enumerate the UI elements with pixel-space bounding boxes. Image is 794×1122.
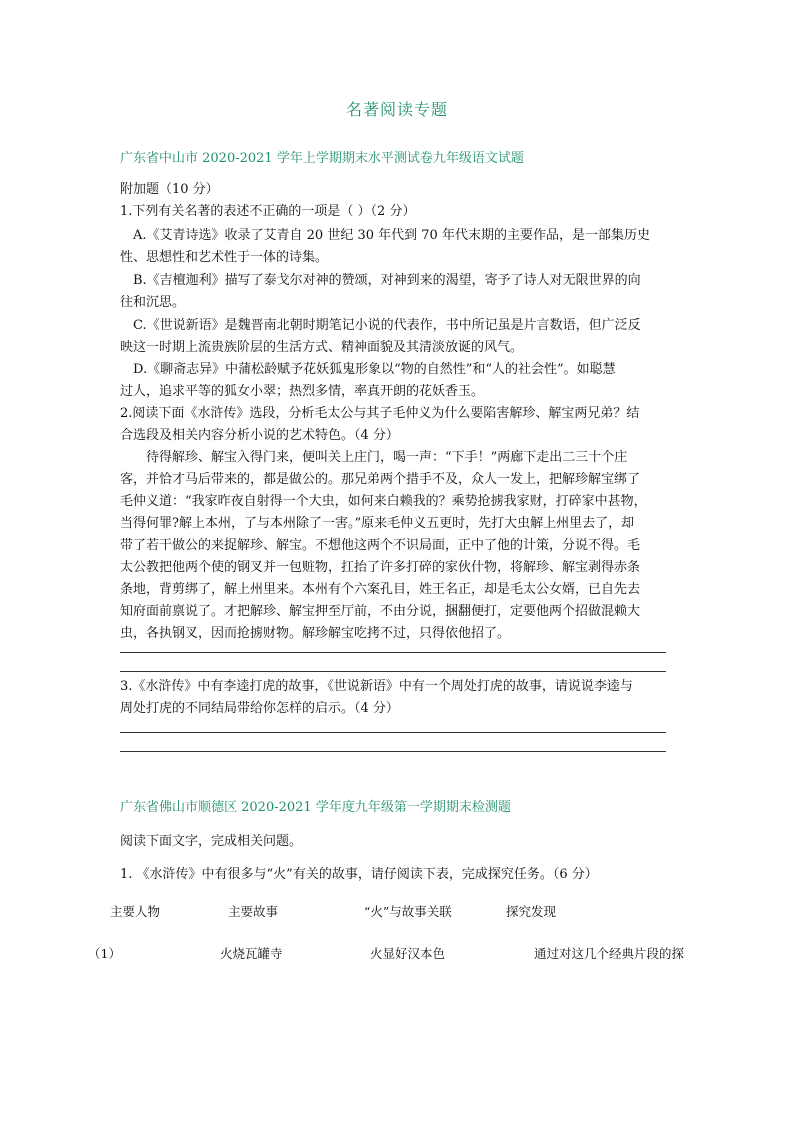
table-cell-blank-1: （1） [88,946,121,961]
q1-option-b-line2: 往和沉思。 [120,295,186,310]
q1-option-b-line1: B.《吉檀迦利》描写了泰戈尔对神的赞颂，对神到来的渴望，寄予了诗人对无限世界的向 [133,273,641,288]
q1-option-a-line1: A.《艾青诗选》收录了艾青自 20 世纪 30 年代到 70 年代末期的主要作品，是一部集历史 [133,228,650,243]
q1-option-c-line2: 映这一时期上流贵族阶层的生活方式、精神面貌及其清淡放诞的风气。 [120,340,524,355]
table-header-discovery: 探究发现 [506,904,557,919]
passage-line: 当得何罪?解上本州，了与本州除了一害。”原来毛仲义五更时，先打大虫解上州里去了，却 [120,516,635,531]
section2-intro: 阅读下面文字，完成相关问题。 [120,834,303,849]
passage-line: 带了若干做公的来捉解珍、解宝。不想他这两个不识局面，正中了他的计策，分说不得。毛 [120,538,641,553]
q2-stem-line1: 2.阅读下面《水浒传》选段，分析毛太公与其子毛仲义为什么要陷害解珍、解宝两兄弟？结 [120,406,640,421]
passage-line: 知府面前禀说了。才把解珍、解宝押至厅前，不由分说，捆翻便打，定要他两个招做混赖大 [120,604,641,619]
table-header-fire-relation: “火”与故事关联 [364,904,452,919]
q3-stem-line2: 周处打虎的不同结局带给你怎样的启示。（4 分） [120,701,399,716]
passage-line: 待得解珍、解宝入得门来，便叫关上庄门，喝一声：“下手！”两廊下走出二三十个庄 [146,450,628,465]
answer-line [120,671,666,672]
passage-line: 客，并恰才马后带来的，都是做公的。那兄弟两个措手不及，众人一发上，把解珍解宝绑了 [120,472,641,487]
table-cell-discovery: 通过对这几个经典片段的探 [534,946,685,961]
answer-line [120,751,666,752]
q2-stem-line2: 合选段及相关内容分析小说的艺术特色。（4 分） [120,428,399,443]
section2-q1-stem: 1. 《水浒传》中有很多与“火”有关的故事，请仔阅读下表，完成探究任务。（6 分） [120,867,598,882]
table-cell-story: 火烧瓦罐寺 [220,946,283,961]
q1-option-a-line2: 性、思想性和艺术性于一体的诗集。 [120,250,329,265]
table-header-story: 主要故事 [228,904,279,919]
q3-stem-line1: 3.《水浒传》中有李逵打虎的故事，《世说新语》中有一个周处打虎的故事，请说说李逵与 [120,679,633,694]
passage-line: 条地，背剪绑了，解上州里来。本州有个六案孔目，姓王名正，却是毛太公女婿，已自先去 [120,582,641,597]
q1-option-d-line1: D.《聊斋志异》中蒲松龄赋予花妖狐鬼形象以“物的自然性”和“人的社会性”。如聪慧 [133,362,616,377]
table-cell-fire-relation: 火显好汉本色 [370,946,446,961]
q1-stem: 1.下列有关名著的表述不正确的一项是（ ）（2 分） [120,204,416,219]
page-title: 名著阅读专题 [345,100,448,119]
section1-heading: 广东省中山市 2020-2021 学年上学期期末水平测试卷九年级语文试题 [120,151,524,166]
extra-question-label: 附加题（10 分） [120,182,219,197]
passage-line: 太公教把他两个使的钢叉并一包赃物，扛抬了许多打碎的家伙什物，将解珍、解宝剥得赤条 [120,560,641,575]
passage-line: 虫，各执钢叉，因而抢掳财物。解珍解宝吃拷不过，只得依他招了。 [120,626,511,641]
table-header-character: 主要人物 [110,904,161,919]
q1-option-d-line2: 过人，追求平等的狐女小翠；热烈多情，率真开朗的花妖香玉。 [120,384,485,399]
passage-line: 毛仲义道：“我家昨夜自射得一个大虫，如何来白赖我的？乘势抢掳我家财，打碎家中甚物， [120,494,647,509]
section2-heading: 广东省佛山市顺德区 2020-2021 学年度九年级第一学期期末检测题 [120,800,511,815]
q1-option-c-line1: C.《世说新语》是魏晋南北朝时期笔记小说的代表作，书中所记虽是片言数语，但广泛反 [133,318,641,333]
answer-line [120,732,666,733]
answer-line [120,652,666,653]
